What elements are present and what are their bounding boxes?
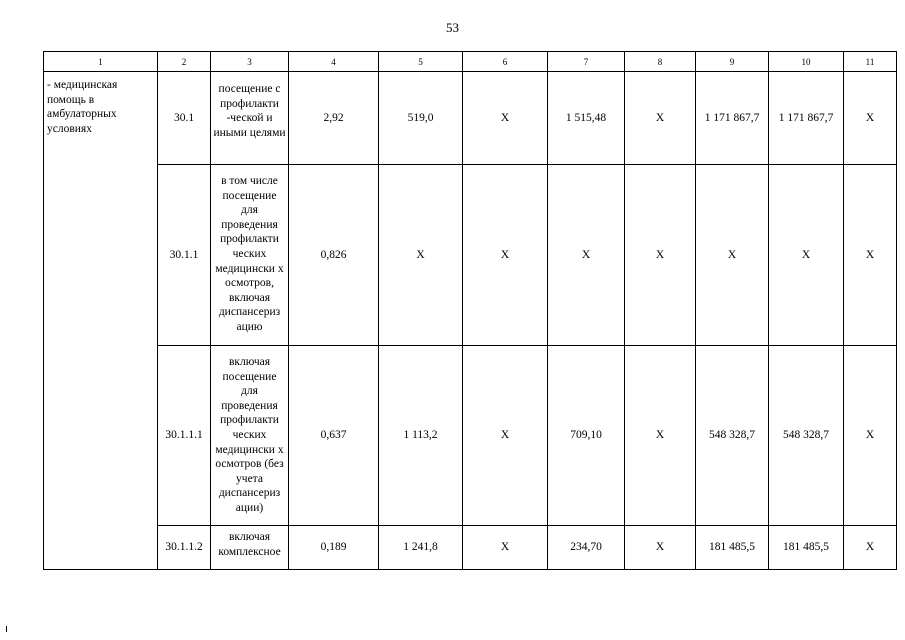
column-number-4: 4 bbox=[289, 52, 379, 72]
column-number-2: 2 bbox=[158, 52, 211, 72]
cell-col-7: 1 515,48 bbox=[548, 72, 625, 165]
cell-col-8: Х bbox=[625, 526, 696, 570]
table-row bbox=[44, 346, 897, 526]
row-description: посещение с профилакти -ческой и иными целями bbox=[211, 72, 289, 165]
cell-col-6: Х bbox=[463, 526, 548, 570]
column-number-11: 11 bbox=[844, 52, 897, 72]
row-description: включая комплексное bbox=[211, 526, 289, 570]
cell-col-4: 0,637 bbox=[289, 346, 379, 526]
cell-col-10: Х bbox=[769, 165, 844, 346]
column-number-5: 5 bbox=[379, 52, 463, 72]
cell-col-4: 0,189 bbox=[289, 526, 379, 570]
cell-col-6: Х bbox=[463, 72, 548, 165]
cell-col-7: 234,70 bbox=[548, 526, 625, 570]
row-code: 30.1 bbox=[158, 72, 211, 165]
cell-col-10: 181 485,5 bbox=[769, 526, 844, 570]
column-number-7: 7 bbox=[548, 52, 625, 72]
cell-col-5: Х bbox=[379, 165, 463, 346]
column-number-1: 1 bbox=[44, 52, 158, 72]
cell-col-11: Х bbox=[844, 526, 897, 570]
cell-col-6: Х bbox=[463, 346, 548, 526]
row-code: 30.1.1.2 bbox=[158, 526, 211, 570]
cell-col-9: 548 328,7 bbox=[696, 346, 769, 526]
cell-col-9: 1 171 867,7 bbox=[696, 72, 769, 165]
cell-col-7: Х bbox=[548, 165, 625, 346]
cell-col-5: 1 113,2 bbox=[379, 346, 463, 526]
row-code: 30.1.1.1 bbox=[158, 346, 211, 526]
cell-col-9: Х bbox=[696, 165, 769, 346]
table-row bbox=[44, 165, 897, 346]
cell-col-5: 519,0 bbox=[379, 72, 463, 165]
cell-col-10: 548 328,7 bbox=[769, 346, 844, 526]
cell-col-6: Х bbox=[463, 165, 548, 346]
margin-mark bbox=[6, 626, 7, 632]
column-number-10: 10 bbox=[769, 52, 844, 72]
row-code: 30.1.1 bbox=[158, 165, 211, 346]
cell-col-4: 0,826 bbox=[289, 165, 379, 346]
table-row bbox=[44, 526, 897, 570]
cell-col-5: 1 241,8 bbox=[379, 526, 463, 570]
cell-col-10: 1 171 867,7 bbox=[769, 72, 844, 165]
data-table bbox=[43, 51, 897, 570]
row-description: включая посещение для проведения профилакти ческих медицински х осмотров (без учета диспансериз ации) bbox=[211, 346, 289, 526]
cell-col-4: 2,92 bbox=[289, 72, 379, 165]
cell-col-8: Х bbox=[625, 346, 696, 526]
column-number-9: 9 bbox=[696, 52, 769, 72]
cell-col-11: Х bbox=[844, 346, 897, 526]
cell-col-11: Х bbox=[844, 72, 897, 165]
cell-col-8: Х bbox=[625, 72, 696, 165]
column-number-row bbox=[44, 52, 897, 72]
table-row bbox=[44, 72, 897, 165]
column-number-6: 6 bbox=[463, 52, 548, 72]
cell-col-8: Х bbox=[625, 165, 696, 346]
cell-col-11: Х bbox=[844, 165, 897, 346]
page-number: 53 bbox=[446, 20, 459, 35]
cell-col-9: 181 485,5 bbox=[696, 526, 769, 570]
column-number-3: 3 bbox=[211, 52, 289, 72]
row-description: в том числе посещение для проведения профилакти ческих медицински х осмотров, включая диспансериз ацию bbox=[211, 165, 289, 346]
cell-col-7: 709,10 bbox=[548, 346, 625, 526]
region-label: - медицинская помощь в амбулаторных условиях bbox=[44, 72, 158, 570]
column-number-8: 8 bbox=[625, 52, 696, 72]
